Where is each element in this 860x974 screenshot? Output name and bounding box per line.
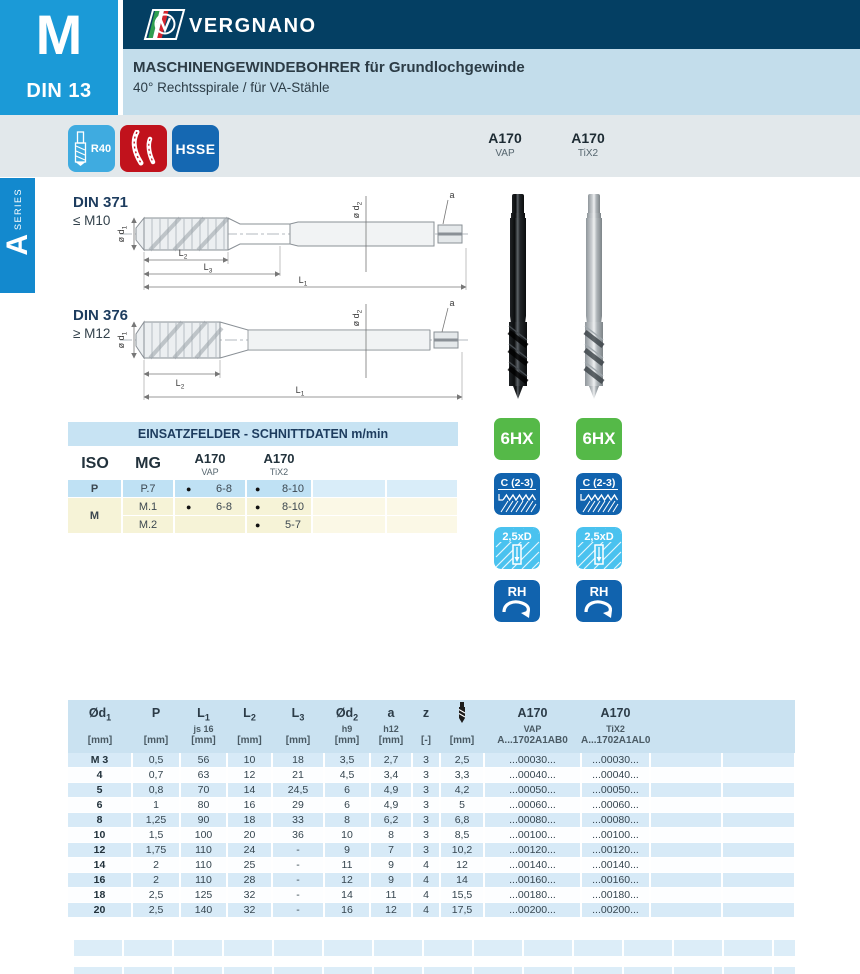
- suitability-dot: ●: [186, 501, 192, 512]
- table-cell: 28: [227, 873, 272, 888]
- table-cell: 24,5: [272, 783, 324, 798]
- table-cell: 3: [412, 798, 440, 813]
- table-cell: ...00050...: [484, 783, 581, 798]
- hsse-label: HSSE: [175, 140, 216, 157]
- table-cell: 17,5: [440, 903, 484, 918]
- col-a: a h12 [mm]: [370, 700, 412, 753]
- col-order-tix2: A170 TiX2 A...1702A1AL0: [581, 700, 650, 753]
- table-cell: 63: [180, 768, 227, 783]
- vap-speed: [174, 516, 246, 534]
- svg-text:2,5xD: 2,5xD: [584, 531, 614, 543]
- tix2-speed: ● 8-10: [246, 480, 312, 498]
- col-header-vap: A170 VAP: [174, 448, 246, 480]
- table-cell: ...00120...: [484, 843, 581, 858]
- table-cell: 8: [324, 813, 370, 828]
- table-cell: 2,5: [132, 903, 180, 918]
- col-header-iso: ISO: [68, 448, 122, 480]
- table-cell: 8: [370, 828, 412, 843]
- table-cell: 0,7: [132, 768, 180, 783]
- table-cell: 2,5: [132, 888, 180, 903]
- size-label-cell: 5: [68, 783, 132, 798]
- table-cell: 4,9: [370, 783, 412, 798]
- table-cell: ...00180...: [581, 888, 650, 903]
- table-cell: 3,5: [324, 753, 370, 768]
- chamfer-c23-icon: [576, 473, 622, 515]
- table-cell: 4: [412, 873, 440, 888]
- table-cell: 110: [180, 873, 227, 888]
- spiral-r40-badge: [68, 125, 115, 172]
- table-cell: 110: [180, 858, 227, 873]
- table-cell: 2,5: [440, 753, 484, 768]
- table-cell: -: [272, 843, 324, 858]
- table-cell: 0,8: [132, 783, 180, 798]
- table-row: [68, 873, 795, 888]
- table-cell: 14: [324, 888, 370, 903]
- vap-speed: ● 6-8: [174, 480, 246, 498]
- col-header-mg: MG: [122, 448, 174, 480]
- table-cell: 3,3: [440, 768, 484, 783]
- page-title: MASCHINENGEWINDEBOHRER für Grundlochgewinde: [133, 59, 525, 76]
- r40-label: R40: [90, 142, 112, 155]
- table-cell: [650, 753, 722, 768]
- table-cell: 4: [412, 903, 440, 918]
- table-cell: 4,5: [324, 768, 370, 783]
- table-row: [68, 813, 795, 828]
- tap-photo-tix2: [577, 192, 611, 404]
- feature-badges: [494, 418, 622, 622]
- table-cell: ...00160...: [484, 873, 581, 888]
- suitability-dot: ●: [255, 501, 261, 512]
- col-d1: $Ød_1$ [mm]: [68, 700, 132, 753]
- cutting-data-title: EINSATZFELDER - SCHNITTDATEN m/min: [68, 422, 458, 446]
- series-a-tab: [0, 178, 35, 293]
- page-title-band: [123, 49, 860, 115]
- badge-column-vap: [494, 418, 540, 622]
- table-cell: 11: [370, 888, 412, 903]
- table-cell: [650, 768, 722, 783]
- col-header-tix2: A170 TiX2: [246, 448, 312, 480]
- table-cell: ...00040...: [484, 768, 581, 783]
- table-cell: [650, 873, 722, 888]
- table-cell: ...00140...: [484, 858, 581, 873]
- table-cell: [650, 843, 722, 858]
- din376-range: ≥ M12: [73, 326, 111, 341]
- table-cell: -: [272, 858, 324, 873]
- table-row: [68, 783, 795, 798]
- table-cell: 32: [227, 903, 272, 918]
- table-cell: 9: [370, 873, 412, 888]
- suitability-dot: ●: [255, 483, 261, 494]
- table-cell: [650, 858, 722, 873]
- table-cell: [650, 783, 722, 798]
- empty-table-row: [74, 967, 795, 974]
- suitability-dot: ●: [255, 519, 261, 530]
- table-cell: 24: [227, 843, 272, 858]
- table-cell: 3: [412, 768, 440, 783]
- svg-text:ø d1: ø $d_1$: [116, 225, 129, 243]
- din371-range: ≤ M10: [73, 213, 111, 228]
- table-row: [68, 888, 795, 903]
- table-cell: 10: [324, 828, 370, 843]
- table-cell: 14: [440, 873, 484, 888]
- table-cell: 4,2: [440, 783, 484, 798]
- table-cell: ...00050...: [581, 783, 650, 798]
- col-empty: [650, 700, 722, 753]
- coating-vap: [473, 130, 537, 159]
- col-order-vap: A170 VAP A...1702A1AB0: [484, 700, 581, 753]
- table-row: [68, 828, 795, 843]
- svg-text:RH: RH: [589, 584, 609, 599]
- table-cell: 3: [412, 813, 440, 828]
- table-cell: 9: [324, 843, 370, 858]
- table-cell: 12: [227, 768, 272, 783]
- coating-variant: TiX2: [577, 148, 599, 159]
- table-cell: 125: [180, 888, 227, 903]
- page-subtitle: 40° Rechtsspirale / für VA-Stähle: [133, 80, 330, 95]
- table-cell: 18: [227, 813, 272, 828]
- table-cell: 29: [272, 798, 324, 813]
- chips-icon: [128, 130, 160, 168]
- table-cell: 12: [440, 858, 484, 873]
- right-hand-rotation-icon: [576, 580, 622, 622]
- table-cell: 7: [370, 843, 412, 858]
- table-cell: 12: [370, 903, 412, 918]
- table-cell: 1,25: [132, 813, 180, 828]
- table-cell: 6: [324, 783, 370, 798]
- svg-text:L2: $L_2$: [178, 248, 188, 261]
- table-cell: ...00100...: [484, 828, 581, 843]
- dimensions-table: [68, 700, 796, 918]
- table-cell: 14: [227, 783, 272, 798]
- col-d2: $Ød_2$ h9 [mm]: [324, 700, 370, 753]
- table-cell: -: [272, 903, 324, 918]
- table-cell: [722, 903, 795, 918]
- mg-group: P.7: [122, 480, 174, 498]
- table-row: [68, 768, 795, 783]
- cutting-row-m1: [68, 498, 458, 516]
- badge-column-tix2: [576, 418, 622, 622]
- svg-text:C (2-3): C (2-3): [500, 477, 534, 489]
- svg-text:ø d1: ø $d_1$: [116, 331, 129, 349]
- table-cell: [650, 828, 722, 843]
- cutting-row-p: [68, 480, 458, 498]
- vergnano-logo-icon: [137, 7, 367, 43]
- table-cell: 4: [412, 888, 440, 903]
- table-cell: ...00200...: [484, 903, 581, 918]
- table-cell: 15,5: [440, 888, 484, 903]
- table-cell: [722, 888, 795, 903]
- iso-group: P: [68, 480, 122, 498]
- table-cell: [722, 813, 795, 828]
- table-cell: 3: [412, 753, 440, 768]
- table-cell: 110: [180, 843, 227, 858]
- right-hand-rotation-icon: [494, 580, 540, 622]
- size-label-cell: 8: [68, 813, 132, 828]
- series-word: SERIES: [12, 188, 23, 231]
- table-cell: 6: [324, 798, 370, 813]
- col-drill: [mm]: [440, 700, 484, 753]
- table-cell: [722, 798, 795, 813]
- size-label-cell: 4: [68, 768, 132, 783]
- table-cell: 16: [227, 798, 272, 813]
- table-cell: ...00200...: [581, 903, 650, 918]
- din376-technical-drawing: [116, 296, 468, 410]
- table-cell: ...00160...: [581, 873, 650, 888]
- cutting-row-m2: [68, 516, 458, 534]
- table-cell: [722, 768, 795, 783]
- col-l1: $L_1$ js 16 [mm]: [180, 700, 227, 753]
- table-cell: [722, 843, 795, 858]
- property-icon-strip: [0, 115, 860, 177]
- table-cell: 3: [412, 783, 440, 798]
- size-label-cell: 14: [68, 858, 132, 873]
- col-empty: [722, 700, 795, 753]
- svg-text:L1: $L_1$: [298, 275, 308, 288]
- table-cell: 2: [132, 873, 180, 888]
- table-cell: 6,8: [440, 813, 484, 828]
- table-cell: 70: [180, 783, 227, 798]
- table-cell: 2: [132, 858, 180, 873]
- svg-text:a: a: [449, 298, 455, 308]
- size-label-cell: 6: [68, 798, 132, 813]
- svg-text:L1: $L_1$: [295, 385, 305, 398]
- table-cell: ...00060...: [484, 798, 581, 813]
- table-cell: [650, 903, 722, 918]
- table-cell: 11: [324, 858, 370, 873]
- table-cell: 5: [440, 798, 484, 813]
- table-cell: 3: [412, 828, 440, 843]
- iso-group: M: [68, 498, 122, 534]
- table-cell: -: [272, 888, 324, 903]
- table-cell: 100: [180, 828, 227, 843]
- svg-text:ø d2: ø $d_2$: [351, 309, 364, 327]
- table-row: [68, 903, 795, 918]
- table-cell: 36: [272, 828, 324, 843]
- tap-photo-vap: [501, 192, 535, 404]
- tap-icon: [72, 131, 89, 167]
- table-cell: [722, 753, 795, 768]
- coating-variant: VAP: [495, 148, 515, 159]
- table-cell: 16: [324, 903, 370, 918]
- table-cell: 140: [180, 903, 227, 918]
- spec-header-row: [68, 700, 795, 753]
- table-cell: ...00080...: [484, 813, 581, 828]
- table-cell: 80: [180, 798, 227, 813]
- size-label-cell: 12: [68, 843, 132, 858]
- svg-text:RH: RH: [507, 584, 527, 599]
- chamfer-c23-icon: [494, 473, 540, 515]
- coating-tix2: [556, 130, 620, 159]
- col-l3: $L_3$ [mm]: [272, 700, 324, 753]
- table-cell: 12: [324, 873, 370, 888]
- table-cell: 25: [227, 858, 272, 873]
- table-cell: 4: [412, 858, 440, 873]
- tix2-speed: ● 5-7: [246, 516, 312, 534]
- brand-name: VERGNANO: [189, 14, 317, 37]
- table-cell: 33: [272, 813, 324, 828]
- cutting-data-section: [68, 422, 458, 534]
- thread-type-box: [0, 0, 118, 115]
- table-row: [68, 843, 795, 858]
- table-row: [68, 858, 795, 873]
- drill-bit-icon: [455, 702, 469, 724]
- table-cell: 3,4: [370, 768, 412, 783]
- table-cell: 2,7: [370, 753, 412, 768]
- table-cell: 4,9: [370, 798, 412, 813]
- table-cell: 3: [412, 843, 440, 858]
- table-cell: ...00030...: [484, 753, 581, 768]
- svg-text:L3: $L_3$: [203, 262, 213, 275]
- hsse-material-badge: [172, 125, 219, 172]
- table-cell: 90: [180, 813, 227, 828]
- mg-group: M.2: [122, 516, 174, 534]
- table-cell: 32: [227, 888, 272, 903]
- table-cell: 56: [180, 753, 227, 768]
- table-cell: ...00120...: [581, 843, 650, 858]
- coating-name: A170: [571, 130, 605, 146]
- table-cell: 1,75: [132, 843, 180, 858]
- svg-text:C (2-3): C (2-3): [582, 477, 616, 489]
- size-label-cell: M 3: [68, 753, 132, 768]
- col-pitch: P [mm]: [132, 700, 180, 753]
- empty-table-row: [74, 940, 795, 956]
- mg-group: M.1: [122, 498, 174, 516]
- table-cell: ...00040...: [581, 768, 650, 783]
- din-standard: DIN 13: [26, 80, 92, 102]
- brand-bar: [123, 0, 860, 49]
- table-cell: [650, 888, 722, 903]
- col-header-empty: [386, 448, 458, 480]
- din371-technical-drawing: [116, 186, 468, 296]
- table-cell: ...00140...: [581, 858, 650, 873]
- table-cell: -: [272, 873, 324, 888]
- table-cell: 9: [370, 858, 412, 873]
- cutting-data-table: [68, 448, 459, 534]
- table-cell: 20: [227, 828, 272, 843]
- size-label-cell: 18: [68, 888, 132, 903]
- table-cell: [722, 783, 795, 798]
- svg-text:L2: $L_2$: [175, 378, 185, 391]
- table-cell: ...00030...: [581, 753, 650, 768]
- table-cell: 10,2: [440, 843, 484, 858]
- table-cell: [650, 813, 722, 828]
- table-cell: 0,5: [132, 753, 180, 768]
- table-cell: ...00180...: [484, 888, 581, 903]
- din376-standard: DIN 376: [73, 307, 129, 324]
- table-cell: 10: [227, 753, 272, 768]
- svg-text:ø d2: ø $d_2$: [351, 201, 364, 219]
- table-row: [68, 798, 795, 813]
- table-cell: ...00060...: [581, 798, 650, 813]
- chip-evacuation-badge: [120, 125, 167, 172]
- depth-25xd-icon: [494, 527, 540, 569]
- thread-letter: M: [35, 3, 83, 66]
- size-label-cell: 16: [68, 873, 132, 888]
- size-label-cell: 10: [68, 828, 132, 843]
- table-cell: ...00080...: [581, 813, 650, 828]
- tolerance-6hx-badge: 6HX: [494, 418, 540, 460]
- table-cell: ...00100...: [581, 828, 650, 843]
- table-cell: [722, 873, 795, 888]
- col-header-empty: [312, 448, 386, 480]
- tix2-speed: ● 8-10: [246, 498, 312, 516]
- col-l2: $L_2$ [mm]: [227, 700, 272, 753]
- depth-25xd-icon: [576, 527, 622, 569]
- table-cell: [650, 798, 722, 813]
- suitability-dot: ●: [186, 483, 192, 494]
- tolerance-6hx-badge: 6HX: [576, 418, 622, 460]
- table-cell: 6,2: [370, 813, 412, 828]
- din371-standard: DIN 371: [73, 194, 129, 211]
- col-z: z [-]: [412, 700, 440, 753]
- table-cell: 18: [272, 753, 324, 768]
- table-cell: 21: [272, 768, 324, 783]
- table-cell: 1,5: [132, 828, 180, 843]
- spec-table-body: [68, 753, 795, 918]
- vap-speed: ● 6-8: [174, 498, 246, 516]
- coating-name: A170: [488, 130, 522, 146]
- series-letter: A: [0, 234, 34, 256]
- size-label-cell: 20: [68, 903, 132, 918]
- svg-text:2,5xD: 2,5xD: [502, 531, 532, 543]
- table-cell: 1: [132, 798, 180, 813]
- table-cell: [722, 858, 795, 873]
- table-cell: [722, 828, 795, 843]
- table-row: [68, 753, 795, 768]
- svg-text:a: a: [449, 190, 455, 200]
- table-cell: 8,5: [440, 828, 484, 843]
